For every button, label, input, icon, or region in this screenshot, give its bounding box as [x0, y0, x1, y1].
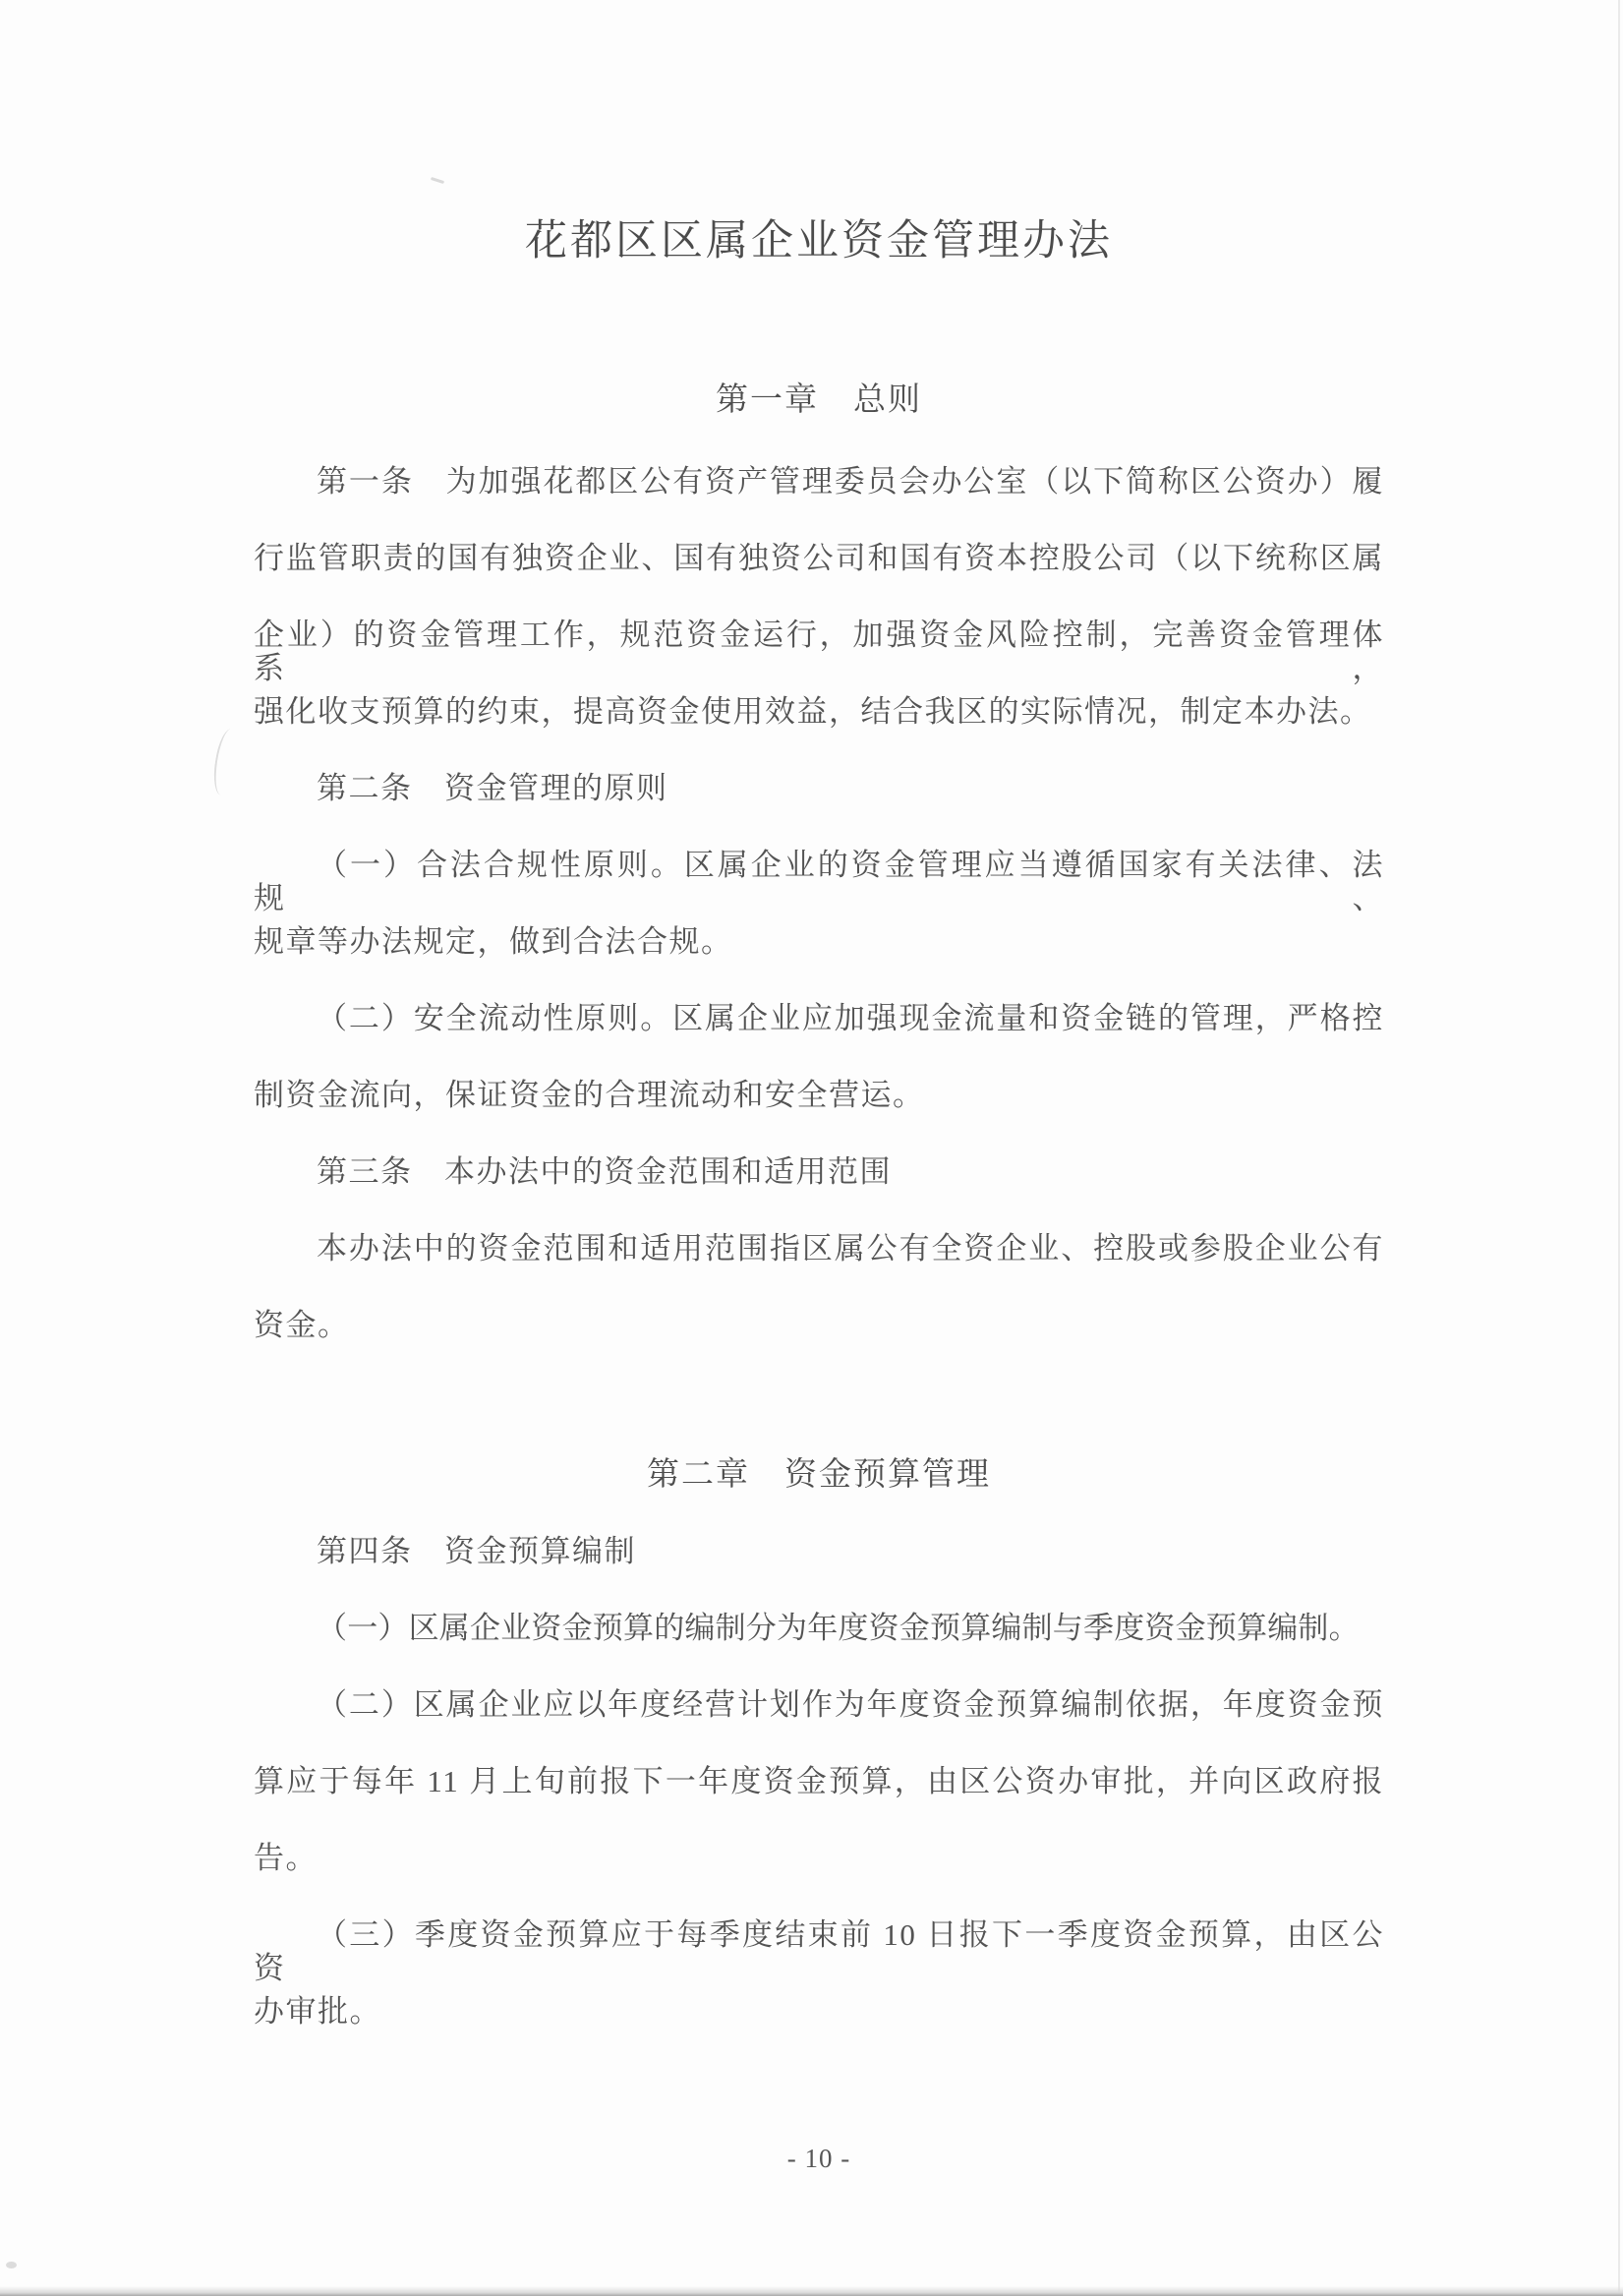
scan-artifact-bottom-edge [0, 2286, 1623, 2296]
text-line: （二）区属企业应以年度经营计划作为年度资金预算编制依据，年度资金预 [317, 1687, 1384, 1722]
scan-artifact-speck [6, 2262, 17, 2268]
text-line: 行监管职责的国有独资企业、国有独资公司和国有资本控股公司（以下统称区属 [254, 541, 1384, 575]
scan-artifact-right-edge [1618, 0, 1620, 2296]
text-line: 第一条 为加强花都区公有资产管理委员会办公室（以下简称区公资办）履 [317, 464, 1384, 499]
text-line: （三）季度资金预算应于每季度结束前 10 日报下一季度资金预算，由区公资 [254, 1917, 1384, 1986]
text-line: 强化收支预算的约束，提高资金使用效益，结合我区的实际情况，制定本办法。 [254, 694, 1372, 729]
text-line: （一）区属企业资金预算的编制分为年度资金预算编制与季度资金预算编制。 [317, 1611, 1360, 1645]
chapter-2-heading: 第二章 资金预算管理 [647, 1457, 991, 1493]
text-column [254, 0, 1384, 2296]
text-line: 制资金流向，保证资金的合理流动和安全营运。 [254, 1078, 925, 1112]
text-line: 第二条 资金管理的原则 [317, 771, 668, 805]
document-title: 花都区区属企业资金管理办法 [525, 218, 1113, 265]
text-line: 算应于每年 11 月上旬前报下一年度资金预算，由区公资办审批，并向区政府报 [254, 1764, 1384, 1798]
text-line: 第四条 资金预算编制 [317, 1534, 636, 1568]
text-line: （二）安全流动性原则。区属企业应加强现金流量和资金链的管理，严格控 [317, 1001, 1384, 1035]
text-line: 办审批。 [254, 1994, 381, 2029]
text-line: 规章等办法规定，做到合法合规。 [254, 924, 733, 959]
text-line: 企业）的资金管理工作，规范资金运行，加强资金风险控制，完善资金管理体系， [254, 618, 1384, 686]
text-line: 本办法中的资金范围和适用范围指区属公有全资企业、控股或参股企业公有 [317, 1231, 1384, 1266]
page-number: - 10 - [786, 2144, 851, 2173]
text-line: 告。 [254, 1841, 318, 1875]
text-line: 资金。 [254, 1308, 350, 1342]
text-line: （一）合法合规性原则。区属企业的资金管理应当遵循国家有关法律、法规、 [254, 848, 1384, 916]
scan-artifact-scratch [210, 728, 242, 797]
chapter-1-heading: 第一章 总则 [716, 383, 922, 418]
text-line: 第三条 本办法中的资金范围和适用范围 [317, 1154, 892, 1189]
